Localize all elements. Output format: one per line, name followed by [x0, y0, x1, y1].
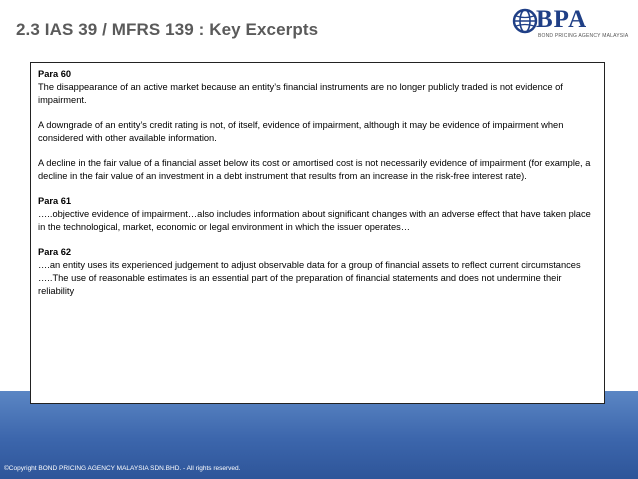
para-60-heading: Para 60: [38, 69, 72, 79]
copyright-text: ©Copyright BOND PRICING AGENCY MALAYSIA SDN.BHD. - All rights reserved.: [4, 465, 241, 472]
para-61-text-1: …..objective evidence of impairment…also includes information about significant changes with an adverse effect that have taken place in the technological, market, economic or legal environment in which the issuer operates…: [38, 209, 591, 232]
logo-tagline: BOND PRICING AGENCY MALAYSIA: [538, 33, 629, 39]
page-title: 2.3 IAS 39 / MFRS 139 : Key Excerpts: [16, 20, 319, 39]
para-62-text-1: ….an entity uses its experienced judgement to adjust observable data for a group of financial assets to reflect current circumstances …..The use of reasonable estimates is an essential part of the preparation of financial statements and does not undermine their reliability: [38, 260, 581, 296]
excerpts-box: [30, 62, 605, 404]
para-61-heading: Para 61: [38, 196, 72, 206]
para-60-text-3: A decline in the fair value of a financial asset below its cost or amortised cost is not necessarily evidence of impairment (for example, a decline in the fair value of an investment in a debt instrument that results from an increase in the risk-free interest rate).: [38, 158, 591, 181]
bpa-logo: [512, 6, 632, 40]
para-60-text-2: A downgrade of an entity’s credit rating is not, of itself, evidence of impairment, although it may be evidence of impairment when considered with other available information.: [38, 120, 564, 143]
para-60-text-1: The disappearance of an active market because an entity’s financial instruments are no longer publicly traded is not evidence of impairment.: [38, 82, 563, 105]
para-62-heading: Para 62: [38, 247, 72, 257]
globe-icon: [512, 8, 538, 34]
logo-wordmark: BPA: [536, 6, 588, 33]
